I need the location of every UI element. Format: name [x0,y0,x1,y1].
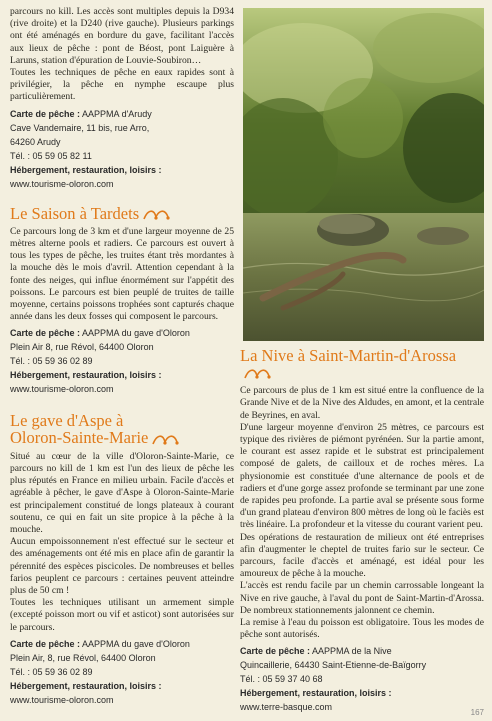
card-label: Carte de pêche : [10,638,81,649]
section-text: La remise à l'eau du poisson est obligatoire. Tous les modes de pêche sont autorisés. [240,617,484,641]
info-block [10,637,234,707]
card-value: AAPPMA du gave d'Oloron [82,328,190,339]
river-fishing-photo [243,8,484,341]
card-label: Carte de pêche : [10,328,81,339]
section-text: Ce parcours long de 3 km et d'une largeur moyenne de 25 mètres alterne pools et radiers. Ce parcours est ouvert à tous les types de pêche, les truites étant très mordantes à la mouche dès le mois d'avril. Attention cependant à la fonte des neiges, qui influe énormément sur l'appétit des poissons. Le parcours est bien peuplé de truites de taille moyenne, certains poissons trophées sont capturés chaque année dans les deux fosses qui composent le parcours. [10,225,234,323]
phone: Tél. : 05 59 37 40 68 [240,674,323,685]
right-column [240,347,484,714]
info-block [240,644,484,714]
address-line: Quincaillerie, 64430 Saint-Etienne-de-Baïgorry [240,660,427,671]
photo-illustration [243,8,484,341]
website-link[interactable]: www.tourisme-oloron.com [10,384,114,395]
card-value: AAPPMA d'Arudy [82,108,152,119]
intro-paragraph-2: Toutes les techniques de pêche en eaux rapides sont à privilégier, la pêche en nymphe escaupe plus particulièrement. [10,67,234,103]
address-line: Plein Air 8, rue Révol, 64400 Oloron [10,342,154,353]
section-text: Toutes les techniques utilisant un armement simple (excepté poisson mort ou vif et asticot) sont autorisées sur le parcours. [10,597,234,633]
phone: Tél. : 05 59 36 02 89 [10,356,93,367]
intro-info-block [10,107,234,191]
card-value: AAPPMA du gave d'Oloron [82,638,190,649]
fly-fishing-icon [151,433,181,447]
phone: Tél. : 05 59 05 82 11 [10,150,92,161]
card-label: Carte de pêche : [240,646,311,657]
phone: Tél. : 05 59 36 02 89 [10,666,93,677]
left-column [10,6,234,707]
address-line: Cave Vandemaire, 11 bis, rue Arro, [10,122,150,133]
intro-paragraph: parcours no kill. Les accès sont multiples depuis la D934 (rive droite) et la D240 (rive gauche). Plusieurs parkings ont été aménagés en bordure du gave, facilitant l'accès aux lieux de pêche : pont de Béost, pont Laiguère à Laruns, station d'épuration de Louvie-Soubiron… [10,6,234,66]
section-text: Situé au cœur de la ville d'Oloron-Sainte-Marie, ce parcours no kill de 1 km est l'un des lieux de pêche les plus réputés en France en milieu urbain. Facile d'accès et agréable à pêcher, le gave d'Aspe à Oloron-Sainte-Marie est principalement constitué de longs plateaux à courant soutenu, ce qui en fait un site propice à la pêche à la mouche. [10,450,234,535]
section-text: Des opérations de restauration de milieux ont été entreprises afin d'augmenter le cheptel de truites fario sur le secteur. Ce parcours, facile d'accès et aménagé, est idéal pour les amoureux de pêche à la mouche. [240,531,484,580]
section-text: Ce parcours de plus de 1 km est situé entre la confluence de la Grande Nive et de la Nive des Aldudes, en amont, et la centrale de Beyrines, en aval. [240,385,484,421]
lodging-label: Hébergement, restauration, loisirs : [10,370,162,381]
section-title: La Nive à Saint-Martin-d'Arossa [240,347,484,381]
fly-fishing-icon [243,367,273,381]
website-link[interactable]: www.tourisme-oloron.com [10,178,114,189]
lodging-label: Hébergement, restauration, loisirs : [240,688,392,699]
website-link[interactable]: www.tourisme-oloron.com [10,694,114,705]
section-text: L'accès est rendu facile par un chemin carrossable longeant la Nive en rive gauche, à l'aval du pont de Saint-Martin-d'Arossa. De nombreux stationnements jalonnent ce chemin. [240,580,484,616]
info-block [10,326,234,396]
lodging-label: Hébergement, restauration, loisirs : [10,164,162,175]
section-text: Aucun empoissonnement n'est effectué sur le secteur et des aménagements ont été mis en place afin de garantir la pérennité des espèces piscicoles. De nombreuses et belles farios peuplent ce parcours : certaines peuvent atteindre plus de 50 cm ! [10,536,234,596]
address-line: 64260 Arudy [10,136,61,147]
address-line: Plein Air, 8, rue Révol, 64400 Oloron [10,652,156,663]
page-number: 167 [470,708,484,717]
card-label: Carte de pêche : [10,108,81,119]
card-value: AAPPMA de la Nive [312,646,392,657]
section-saison [10,205,234,397]
section-title: Le Saison à Tardets [10,205,234,222]
section-aspe [10,412,234,706]
section-text: D'une largeur moyenne d'environ 25 mètres, ce parcours est typique des rivières de piémont pyrénéen. Sur la partie amont, le courant est assez rapide et le substrat est principalement composé de galets, de cailloux et de roches mères. La physionomie est constituée d'une alternance de pools et de radiers et d'une gorge assez profonde se terminant par une zone de rapides peu profonde. La partie aval se présente sous forme d'un grand plateau d'environ 800 mètres de long où le faciès est très linéaire. La profondeur et la vitesse du courant varient peu. [240,421,484,531]
fly-fishing-icon [142,208,172,222]
website-link[interactable]: www.terre-basque.com [240,702,333,713]
lodging-label: Hébergement, restauration, loisirs : [10,680,162,691]
section-title: Le gave d'Aspe à Oloron-Sainte-Marie [10,412,234,446]
